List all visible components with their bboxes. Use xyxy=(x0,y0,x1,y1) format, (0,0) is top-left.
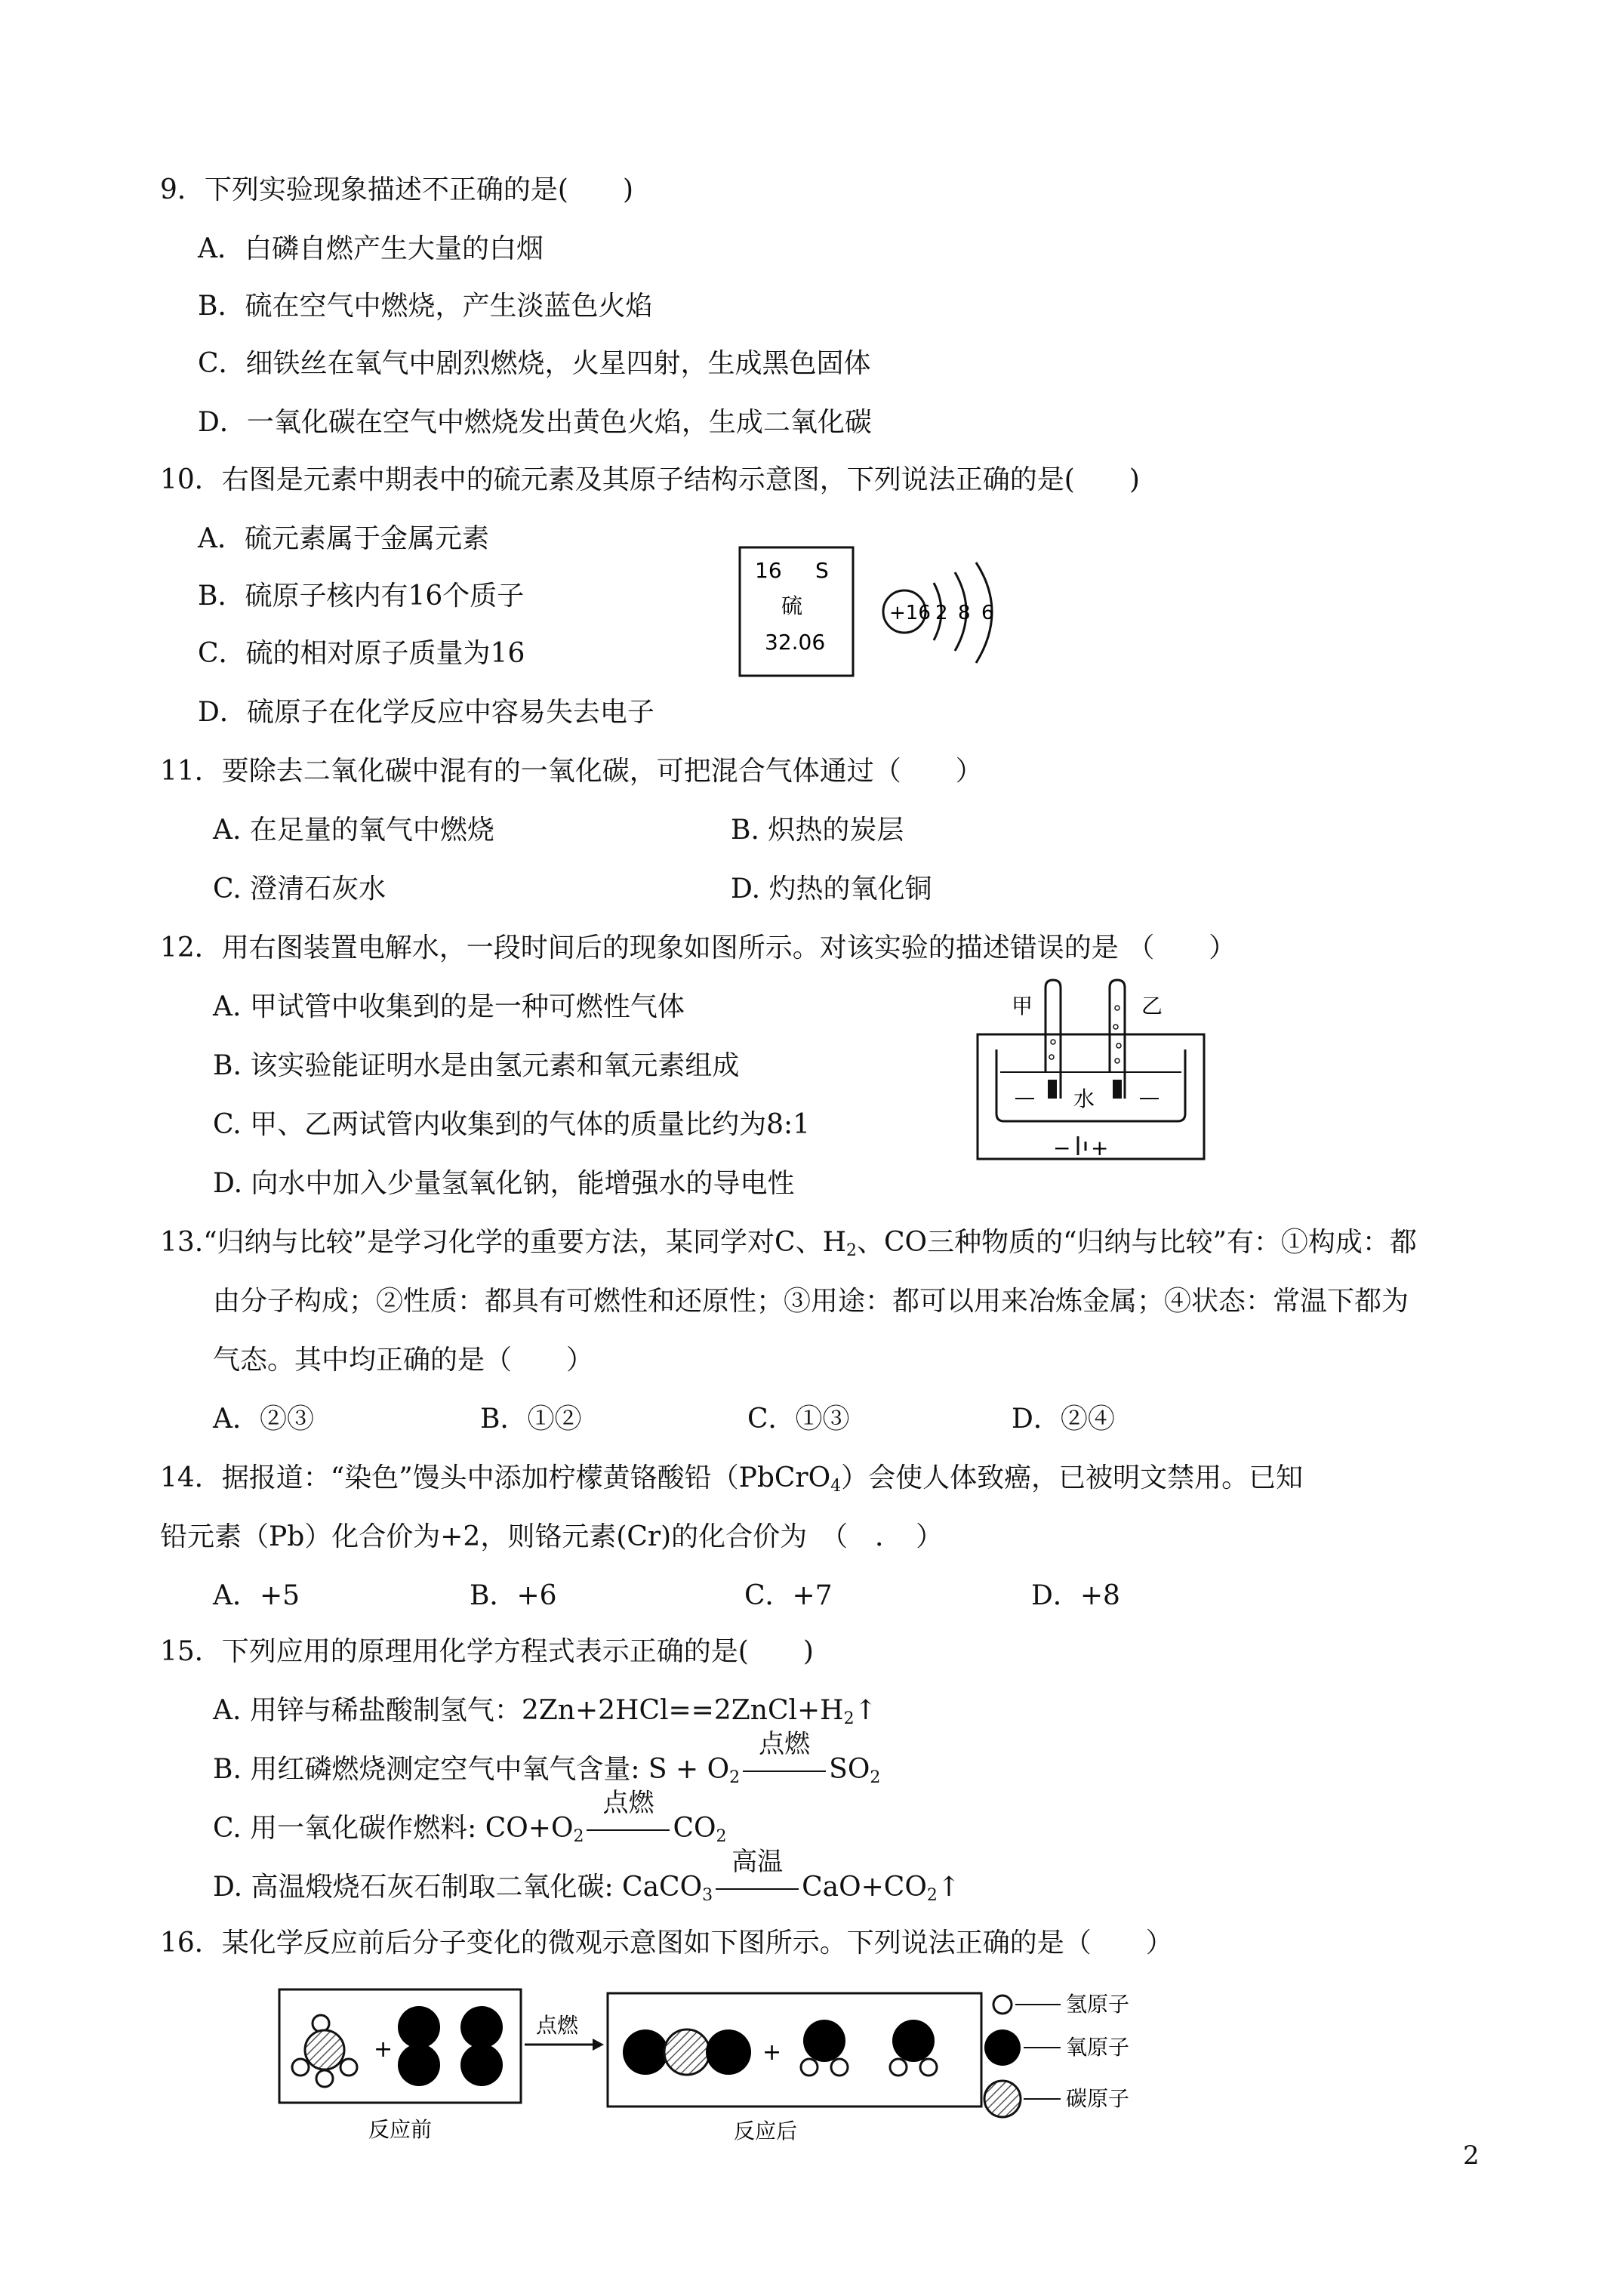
gas-bubble xyxy=(1049,1055,1054,1059)
shell-electrons-1: 2 xyxy=(935,602,948,624)
q13-option-d: D．②④ xyxy=(1012,1404,1115,1435)
q15-b-text: B. 用红磷燃烧测定空气中氧气含量: S + O xyxy=(213,1754,730,1785)
hydrogen-atom xyxy=(340,2059,357,2076)
q11-option-d: D. 灼热的氧化铜 xyxy=(731,874,932,905)
right-electrode xyxy=(1113,1080,1122,1099)
before-label: 反应前 xyxy=(368,2117,433,2142)
q13-option-a: A．②③ xyxy=(213,1404,314,1435)
element-mass: 32.06 xyxy=(765,630,826,655)
q15-d-condition-arrow xyxy=(716,1847,799,1906)
q14-option-a: A．+5 xyxy=(213,1580,300,1611)
left-electrode xyxy=(1048,1080,1057,1099)
legend-hydrogen-label: 氢原子 xyxy=(1066,1992,1130,2017)
q13-option-c: C．①③ xyxy=(747,1404,850,1435)
q10-stem: 10．右图是元素中期表中的硫元素及其原子结构示意图，下列说法正确的是( ) xyxy=(160,464,1140,495)
after-label: 反应后 xyxy=(734,2119,798,2143)
q15-b-condition: 点燃 xyxy=(759,1729,811,1759)
element-name: 硫 xyxy=(781,593,803,618)
hydrogen-atom xyxy=(316,2070,333,2087)
oxygen-atom xyxy=(803,2020,845,2062)
q15-c-product: CO xyxy=(673,1813,716,1844)
q15-option-a xyxy=(213,1693,877,1729)
hydrogen-atom xyxy=(920,2059,937,2076)
legend-hydrogen-symbol xyxy=(993,1996,1012,2014)
gas-bubble xyxy=(1051,1040,1055,1044)
shell-electrons-3: 6 xyxy=(981,602,994,624)
q15-option-b xyxy=(213,1729,881,1788)
tube-label-jia: 甲 xyxy=(1012,994,1033,1019)
q13-line1 xyxy=(160,1225,1417,1261)
q9-option-d: D．一氧化碳在空气中燃烧发出黄色火焰，生成二氧化碳 xyxy=(198,407,872,438)
element-number: 16 xyxy=(755,558,782,583)
plus-sign-after: + xyxy=(762,2039,782,2066)
q15-b-condition-arrow xyxy=(743,1729,826,1788)
sulfur-figure xyxy=(736,544,1053,695)
q11-option-c: C. 澄清石灰水 xyxy=(213,874,387,905)
q9-option-b: B．硫在空气中燃烧，产生淡蓝色火焰 xyxy=(198,291,653,322)
electrolysis-figure xyxy=(974,974,1208,1163)
gas-bubble xyxy=(1116,1043,1121,1048)
hydrogen-atom xyxy=(292,2059,309,2076)
oxygen-atom xyxy=(398,2044,440,2086)
carbon-atom xyxy=(664,2029,710,2075)
q14-option-c: C．+7 xyxy=(744,1580,833,1611)
battery-minus: − xyxy=(1053,1136,1071,1160)
q14-option-b: B．+6 xyxy=(470,1580,557,1611)
reaction-arrowhead xyxy=(593,2039,604,2051)
q14-line1-sub: 4 xyxy=(830,1477,842,1496)
q14-line1-b: ）会使人体致癌，已被明文禁用。已知 xyxy=(841,1462,1304,1493)
page-number: 2 xyxy=(1463,2140,1480,2171)
q16-stem: 16．某化学反应前后分子变化的微观示意图如下图所示。下列说法正确的是（ ） xyxy=(160,1928,1173,1959)
q15-option-c xyxy=(213,1788,727,1847)
hydrogen-atom xyxy=(831,2059,848,2076)
q15-d-condition: 高温 xyxy=(731,1847,784,1877)
q9-stem: 9．下列实验现象描述不正确的是( ) xyxy=(160,174,633,205)
hydrogen-atom xyxy=(890,2059,907,2076)
q15-c-text: C. 用一氧化碳作燃料: CO+O xyxy=(213,1813,574,1844)
q15-b-sub1: 2 xyxy=(729,1768,741,1787)
q13-line3: 气态。其中均正确的是（ ） xyxy=(213,1345,594,1376)
water-label: 水 xyxy=(1073,1086,1095,1111)
q15-a-text: A. 用锌与稀盐酸制氢气：2Zn+2HCl==2ZnCl+H xyxy=(213,1695,844,1726)
q12-stem: 12．用右图装置电解水，一段时间后的现象如图所示。对该实验的描述错误的是 （ ） xyxy=(160,932,1236,963)
q14-line1-a: 14．据报道：“染色”馒头中添加柠檬黄铬酸铅（PbCrO xyxy=(160,1462,831,1493)
q13-line1-b: 、CO三种物质的“归纳与比较”有：①构成：都 xyxy=(857,1227,1417,1258)
q15-d-sub1: 3 xyxy=(702,1886,713,1905)
q10-option-c: C．硫的相对原子质量为16 xyxy=(198,638,525,669)
nucleus-charge: +16 xyxy=(889,602,931,624)
q14-option-d: D．+8 xyxy=(1031,1580,1120,1611)
q11-option-a: A. 在足量的氧气中燃烧 xyxy=(213,815,494,846)
tube-label-yi: 乙 xyxy=(1141,994,1163,1019)
q10-option-a: A．硫元素属于金属元素 xyxy=(198,523,489,554)
reaction-diagram xyxy=(272,1978,1200,2152)
q15-c-sub2: 2 xyxy=(716,1827,727,1846)
q13-line2: 由分子构成；②性质：都具有可燃性和还原性；③用途：都可以用来冶炼金属；④状态：常温下都为 xyxy=(213,1286,1409,1317)
reaction-condition: 点燃 xyxy=(536,2013,579,2038)
oxygen-atom xyxy=(892,2020,935,2062)
element-symbol: S xyxy=(815,558,829,583)
q15-c-condition: 点燃 xyxy=(602,1788,654,1818)
q15-a-arrow: ↑ xyxy=(854,1695,877,1726)
q15-option-d xyxy=(213,1847,961,1906)
q15-d-sub2: 2 xyxy=(926,1886,938,1905)
legend-carbon-label: 碳原子 xyxy=(1066,2086,1130,2111)
legend-oxygen-label: 氧原子 xyxy=(1066,2035,1130,2060)
oxygen-atom xyxy=(706,2029,751,2075)
legend-oxygen-symbol xyxy=(984,2029,1021,2066)
gas-bubble xyxy=(1115,1059,1119,1063)
q15-b-product: SO xyxy=(829,1754,870,1785)
q13-option-b: B．①② xyxy=(480,1404,582,1435)
q10-option-b: B．硫原子核内有16个质子 xyxy=(198,581,525,612)
q14-line2: 铅元素（Pb）化合价为+2，则铬元素(Cr)的化合价为 （ ． ） xyxy=(160,1521,944,1552)
hydrogen-atom xyxy=(801,2059,818,2076)
q15-c-sub1: 2 xyxy=(573,1827,584,1846)
carbon-atom xyxy=(305,2030,344,2069)
oxygen-atom xyxy=(623,2029,668,2075)
q12-option-c: C. 甲、乙两试管内收集到的气体的质量比约为8:1 xyxy=(213,1109,811,1140)
gas-bubble xyxy=(1115,1006,1119,1010)
q15-a-sub: 2 xyxy=(843,1709,855,1728)
q11-stem: 11．要除去二氧化碳中混有的一氧化碳，可把混合气体通过（ ） xyxy=(160,756,983,787)
oxygen-atom xyxy=(398,2006,440,2048)
plus-sign-before: + xyxy=(374,2036,393,2063)
q12-option-a: A. 甲试管中收集到的是一种可燃性气体 xyxy=(213,991,685,1022)
q14-line1 xyxy=(160,1460,1303,1496)
q9-option-c: C．细铁丝在氧气中剧烈燃烧，火星四射，生成黑色固体 xyxy=(198,348,871,379)
q12-option-b: B. 该实验能证明水是由氢元素和氧元素组成 xyxy=(213,1050,740,1081)
q15-c-condition-arrow xyxy=(587,1788,670,1847)
oxygen-atom xyxy=(460,2044,503,2086)
q15-stem: 15．下列应用的原理用化学方程式表示正确的是( ) xyxy=(160,1636,814,1667)
q12-option-d: D. 向水中加入少量氢氧化钠，能增强水的导电性 xyxy=(213,1168,795,1199)
q13-line1-a: 13.“归纳与比较”是学习化学的重要方法，某同学对C、H xyxy=(160,1227,847,1258)
q15-d-arrow: ↑ xyxy=(937,1872,961,1903)
shell-electrons-2: 8 xyxy=(958,602,971,624)
q15-d-text: D. 高温煅烧石灰石制取二氧化碳: CaCO xyxy=(213,1872,703,1903)
q11-option-b: B. 炽热的炭层 xyxy=(731,815,904,846)
battery-plus: + xyxy=(1091,1136,1109,1160)
q10-option-d: D．硫原子在化学反应中容易失去电子 xyxy=(198,697,654,728)
oxygen-atom xyxy=(460,2006,503,2048)
q15-b-sub2: 2 xyxy=(870,1768,881,1787)
q13-line1-sub: 2 xyxy=(846,1241,858,1260)
gas-bubble xyxy=(1113,1025,1118,1029)
q9-option-a: A．白磷自燃产生大量的白烟 xyxy=(198,233,544,264)
legend-carbon-symbol xyxy=(984,2081,1021,2117)
q15-d-product: CaO+CO xyxy=(802,1872,927,1903)
